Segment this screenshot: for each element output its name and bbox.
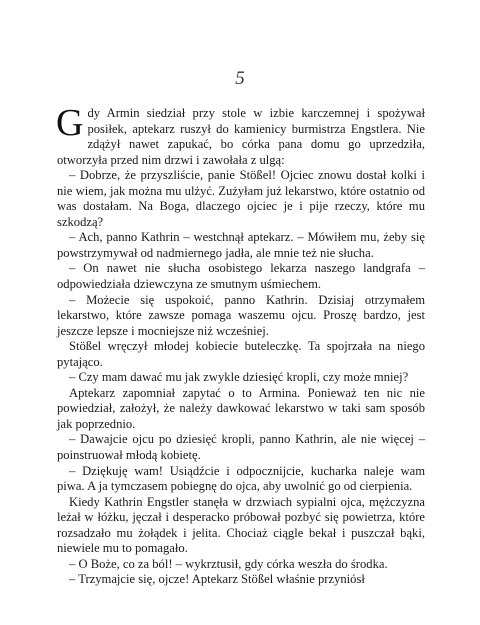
paragraph: – Czy mam dawać mu jak zwykle dziesięć kropli, czy może mniej? [69, 370, 409, 385]
paragraph: – Dobrze, że przyszliście, panie Stößel! Ojciec znowu dostał kolki i nie wiem, jak można mu ulżyć. Zużyłam już lekarstwo, które ostatnio od was dostałam. Na Boga, dlaczego ojciec je i pije rzeczy, które mu szkodzą? [57, 168, 425, 229]
paragraph: – Trzymajcie się, ojcze! Aptekarz Stößel właśnie przyniósł [69, 572, 365, 587]
paragraph: Kiedy Kathrin Engstler stanęła w drzwiach sypialni ojca, mężczyzna leżał w łóżku, jęczał i desperacko próbował pozbyć się powietrza, które rozsadzało mu żołądek i jelita. Chociaż ciągle bekał i puszczał bąki, niewiele mu to pomagało. [57, 494, 425, 556]
paragraph: – On nawet nie słucha osobistego lekarza naszego landgrafa – odpowiedziała dziewczyna ze smutnym uśmiechem. [57, 261, 425, 292]
paragraph: – Dziękuję wam! Usiądźcie i odpocznijcie, kucharka naleje wam piwa. A ja tymczasem pobiegnę do ojca, aby uwolnić go od cierpienia. [57, 463, 425, 494]
paragraph: – Ach, panno Kathrin – westchnął aptekarz. – Mówiłem mu, żeby się powstrzymywał od nadmiernego jadła, ale mnie też nie słucha. [57, 230, 425, 260]
paragraph: – Możecie się uspokoić, panno Kathrin. Dzisiaj otrzymałem lekarstwo, które zawsze pomaga waszemu ojcu. Proszę bardzo, jest jeszcze lepsze i mocniejsze niż wcześniej. [57, 292, 425, 338]
paragraph: Stößel wręczył młodej kobiecie buteleczkę. Ta spojrzała na niego pytająco. [57, 339, 425, 369]
paragraph: – Dawajcie ojcu po dziesięć kropli, panno Kathrin, ale nie więcej – poinstruował młodą kobietę. [57, 432, 425, 463]
chapter-number: 5 [235, 68, 245, 89]
chapter-body [56, 102, 425, 588]
paragraph: Aptekarz zapomniał zapytać o to Armina. Ponieważ ten nic nie powiedział, założył, że należy dawkować lekarstwo w taki sam sposób jak poprzednio. [57, 385, 425, 431]
paragraph [56, 102, 425, 168]
paragraph: – O Boże, co za ból! – wykrztusił, gdy córka weszła do środka. [69, 556, 388, 571]
drop-cap: G [56, 102, 84, 144]
paragraph-text: dy Armin siedział przy stole w izbie karczemnej i spożywał posiłek, aptekarz ruszył do kamienicy burmistrza Engstlera. Nie zdążył nawet zapukać, bo córka pana domu go uprzedziła, otworzyła przed nim drzwi i zawołała z ulgą: [57, 106, 425, 167]
